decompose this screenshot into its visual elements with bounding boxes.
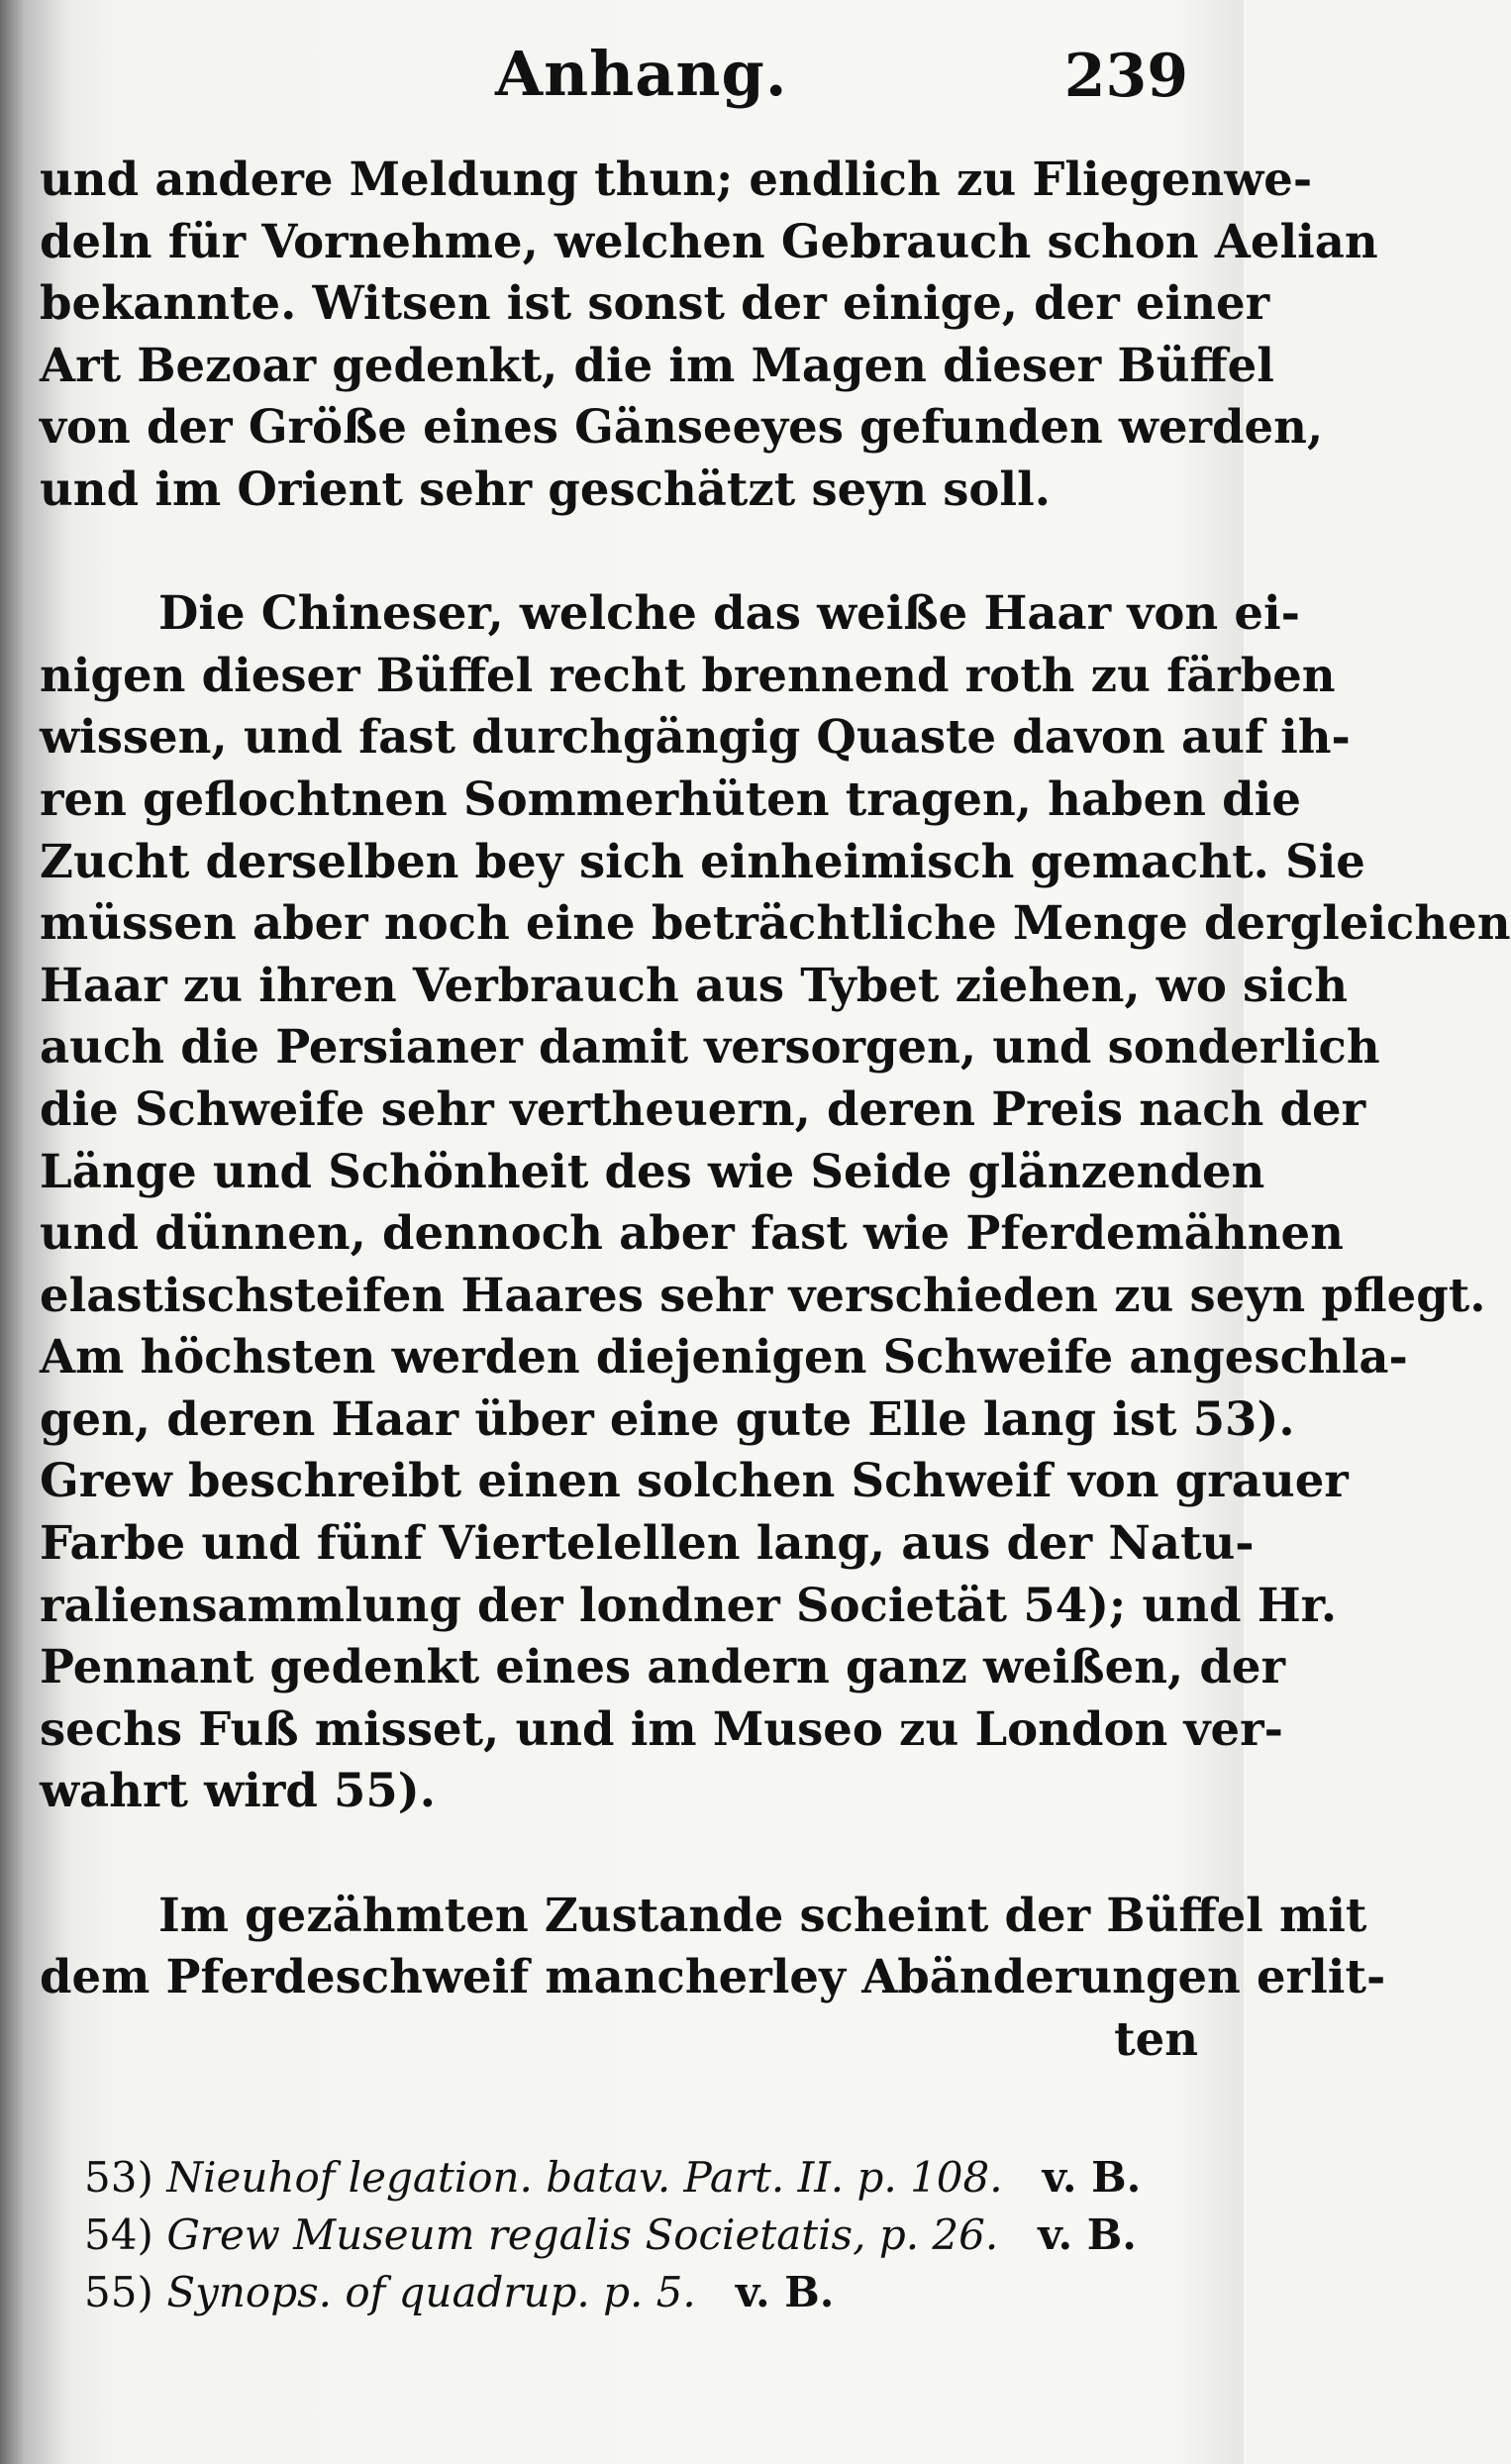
text-line: Im gezähmten Zustande scheint der Büffel mit [158,1887,1367,1942]
text-line: Am höchsten werden diejenigen Schweife angeschla- [40,1329,1408,1385]
text-line: Farbe und fünf Viertelellen lang, aus der Natu- [40,1515,1255,1571]
footnote-signature: v. B. [735,2268,835,2316]
text-line: Die Chineser, welche das weiße Haar von ei- [158,585,1300,641]
text-line: Haar zu ihren Verbrauch aus Tybet ziehen, wo sich [40,957,1349,1012]
footnote-mark: 55) [84,2268,153,2316]
text-line: gen, deren Haar über eine gute Elle lang ist 53). [40,1390,1295,1446]
catchword: ten [1114,2010,1198,2066]
body-text [40,149,1511,2070]
text-line: raliensammlung der londner Societät 54); und Hr. [40,1577,1338,1632]
text-line: Länge und Schönheit des wie Seide glänzenden [40,1143,1265,1198]
paragraph-1 [40,149,1378,521]
footnote-mark: 53) [84,2153,153,2202]
text-line: wahrt wird 55). [40,1763,436,1818]
text-line: und dünnen, dennoch aber fast wie Pferdemähnen [40,1205,1344,1261]
paragraph-gap [40,1822,1198,1885]
text-line: auch die Persianer damit versorgen, und sonderlich [40,1019,1380,1075]
footnotes [84,2149,1173,2321]
footnote-signature: v. B. [1042,2153,1142,2202]
text-line: ren geflochtnen Sommerhüten tragen, haben die [40,770,1301,826]
paragraph-gap [40,521,1198,583]
text-line: Pennant gedenkt eines andern ganz weißen, der [40,1639,1285,1694]
footnote-text: Synops. of quadrup. p. 5. [166,2268,696,2316]
page-number: 239 [1063,42,1188,111]
footnote-signature: v. B. [1038,2210,1137,2259]
text-line: müssen aber noch eine beträchtliche Menge dergleichen [40,895,1511,951]
text-line: von der Größe eines Gänseeyes gefunden werden, [40,399,1324,455]
footnote-55 [84,2264,1173,2321]
footnote-text: Grew Museum regalis Societatis, p. 26. [166,2210,999,2259]
text-line: sechs Fuß misset, und im Museo zu London ver- [40,1700,1283,1756]
text-line: elastischsteifen Haares sehr verschieden zu seyn pflegt. [40,1267,1486,1322]
footnote-text: Nieuhof legation. batav. Part. II. p. 108. [166,2153,1003,2202]
text-line: Grew beschreibt einen solchen Schweif von grauer [40,1453,1349,1508]
footnote-mark: 54) [84,2210,153,2259]
paragraph-3 [40,1885,1386,2008]
text-line: dem Pferdeschweif mancherley Abänderungen erlit- [40,1949,1386,2004]
page-header [0,30,1244,119]
text-line: Zucht derselben bey sich einheimisch gemacht. Sie [40,833,1365,888]
text-line: Art Bezoar gedenkt, die im Magen dieser Büffel [40,337,1274,392]
text-line: die Schweife sehr vertheuern, deren Preis nach der [40,1080,1366,1136]
footnote-54 [84,2207,1173,2264]
paragraph-2 [40,582,1511,1822]
text-line: bekannte. Witsen ist sonst der einige, der einer [40,275,1270,331]
text-line: und im Orient sehr geschätzt seyn soll. [40,461,1051,516]
footnote-53 [84,2149,1173,2207]
text-line: deln für Vornehme, welchen Gebrauch schon Aelian [40,213,1378,268]
text-line: nigen dieser Büffel recht brennend roth zu färben [40,647,1336,702]
running-head: Anhang. [495,38,788,110]
text-line: wissen, und fast durchgängig Quaste davon auf ih- [40,709,1351,765]
text-line: und andere Meldung thun; endlich zu Fliegenwe- [40,152,1313,206]
